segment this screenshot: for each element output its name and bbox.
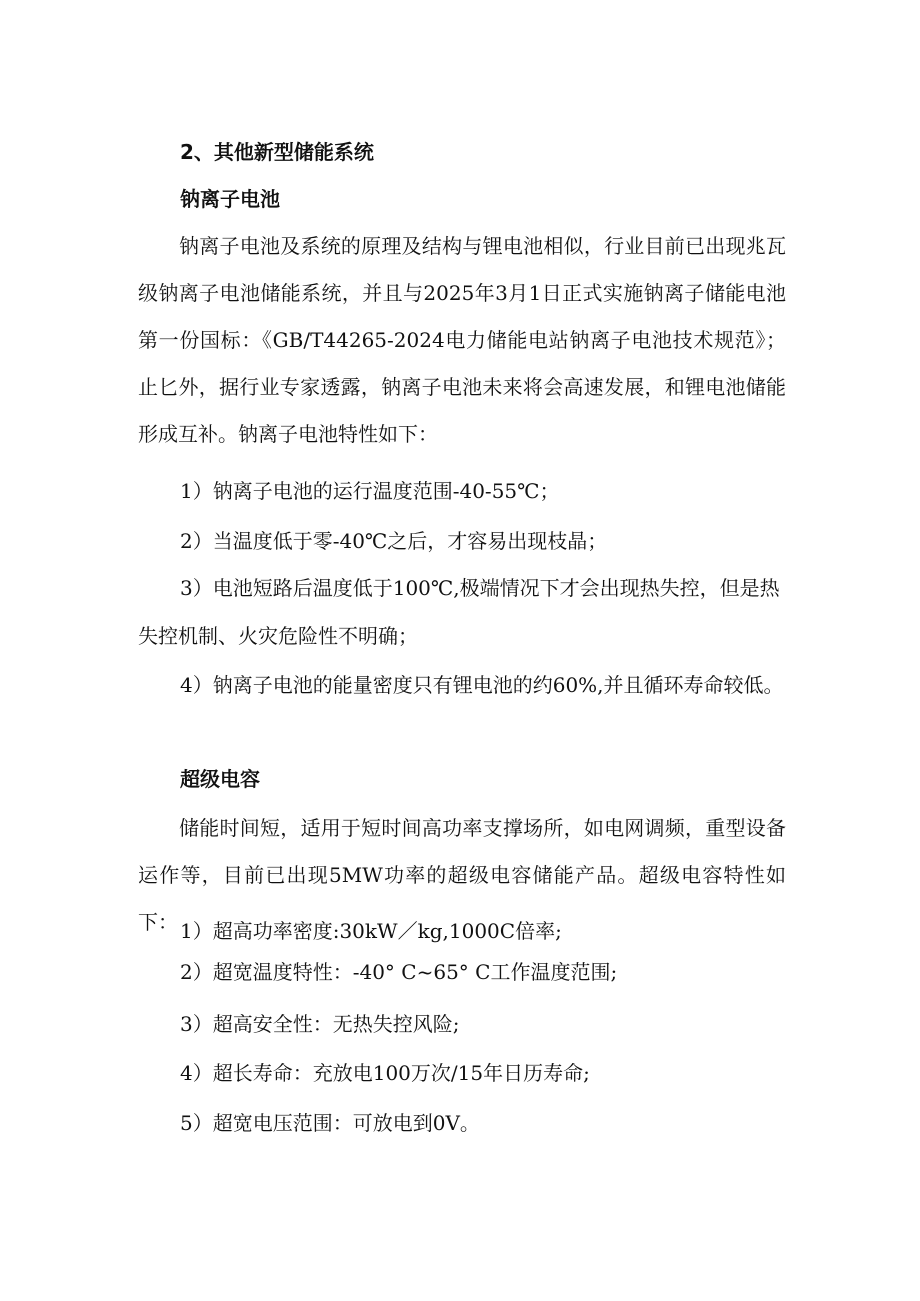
supercapacitor-item-1: 1）超高功率密度:30kW／kg,1000C倍率; (180, 919, 562, 943)
section-heading: 2、其他新型储能系统 (180, 140, 374, 164)
supercapacitor-item-2: 2）超宽温度特性：-40° C~65° C工作温度范围; (180, 960, 618, 984)
sodium-ion-item-2: 2）当温度低于零-40℃之后，才容易出现枝晶； (180, 529, 608, 553)
supercapacitor-item-5: 5）超宽电压范围：可放电到0V。 (180, 1111, 480, 1135)
supercapacitor-intro-paragraph: 储能时间短，适用于短时间高功率支撑场所，如电网调频，重型设备运作等，目前已出现5MW功率的超级电容储能产品。超级电容特性如下： (138, 816, 786, 934)
supercapacitor-heading: 超级电容 (180, 767, 260, 791)
sodium-ion-item-1: 1）钠离子电池的运行温度范围-40-55℃； (180, 479, 560, 503)
supercapacitor-item-3: 3）超高安全性：无热失控风险; (180, 1012, 460, 1036)
sodium-ion-intro-paragraph: 钠离子电池及系统的原理及结构与锂电池相似，行业目前已出现兆瓦级钠离子电池储能系统，并且与2025年3月1日正式实施钠离子储能电池第一份国标：《GB/T44265-2024电力储能电站钠离子电池技术规范》；止匕外，据行业专家透露，钠离子电池未来将会高速发展，和锂电池储能形成互补。钠离子电池特性如下： (138, 234, 786, 446)
sodium-ion-heading: 钠离子电池 (180, 187, 280, 211)
supercapacitor-item-4: 4）超长寿命：充放电100万次/15年日历寿命; (180, 1061, 590, 1085)
sodium-ion-item-3-continued: 失控机制、火灾危险性不明确； (138, 624, 418, 648)
sodium-ion-item-4: 4）钠离子电池的能量密度只有锂电池的约60%,并且循环寿命较低。 (180, 673, 784, 697)
sodium-ion-item-3: 3）电池短路后温度低于100℃,极端情况下才会出现热失控，但是热 (180, 576, 780, 600)
